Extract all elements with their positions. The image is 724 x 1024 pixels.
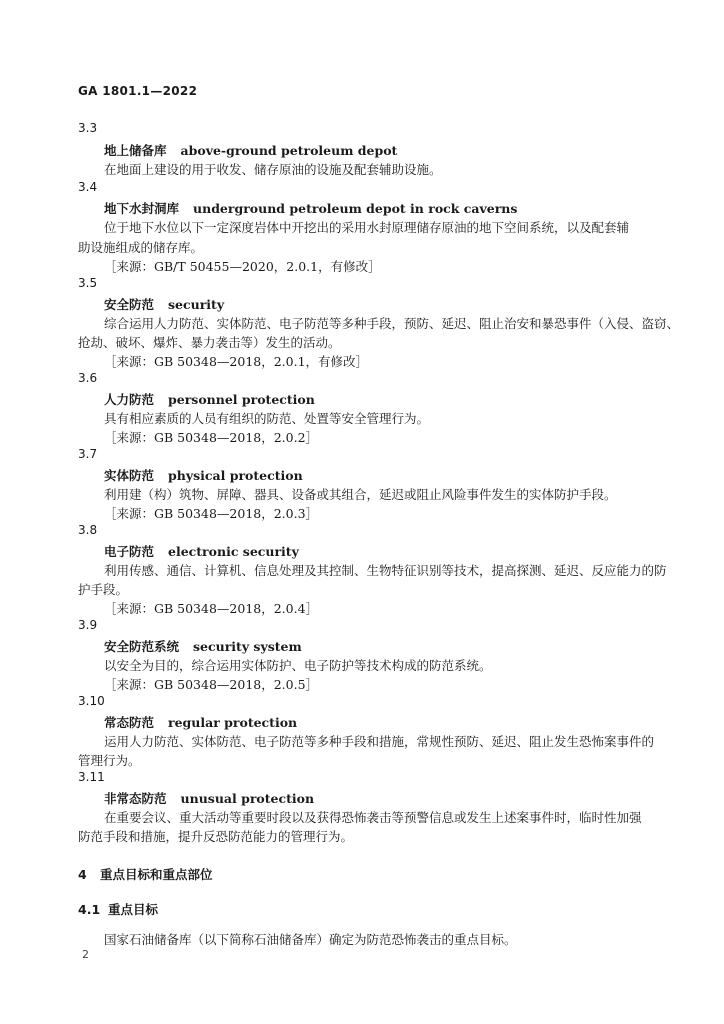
term-en: above-ground petroleum depot — [180, 143, 398, 158]
term-definition: 以安全为目的，综合运用实体防护、电子防护等技术构成的防范系统。 — [104, 658, 492, 673]
term-en: security — [168, 297, 225, 312]
subsection-title: 重点目标 — [108, 902, 159, 917]
term-source: ［来源：GB 50348—2018，2.0.5］ — [104, 677, 319, 692]
term-definition: 运用人力防范、实体防范、电子防范等多种手段和措施，常规性预防、延迟、阻止发生恐怖案事件的 — [104, 734, 655, 749]
term-en: personnel protection — [168, 392, 315, 407]
term-number: 3.7 — [78, 447, 98, 461]
term-title — [104, 542, 299, 560]
term-number: 3.11 — [78, 770, 105, 784]
term-cn: 安全防范系统 — [104, 639, 180, 654]
term-definition: 管理行为。 — [78, 753, 141, 768]
term-source: ［来源：GB 50348—2018，2.0.2］ — [104, 430, 319, 445]
page-number: 2 — [82, 948, 89, 961]
term-source: ［来源：GB/T 50455—2020，2.0.1，有修改］ — [104, 259, 381, 274]
term-definition: 防范手段和措施，提升反恐防范能力的管理行为。 — [78, 829, 354, 844]
standard-code-header: GA 1801.1—2022 — [78, 84, 198, 98]
term-definition: 位于地下水位以下一定深度岩体中开挖出的采用水封原理储存原油的地下空间系统，以及配套辅 — [104, 220, 630, 235]
term-definition: 具有相应素质的人员有组织的防范、处置等安全管理行为。 — [104, 411, 430, 426]
section-number: 4 — [78, 867, 87, 882]
subsection-heading — [78, 900, 158, 918]
term-cn: 地上储备库 — [104, 143, 167, 158]
term-cn: 电子防范 — [104, 544, 155, 559]
term-title — [104, 295, 224, 313]
term-title — [104, 713, 297, 731]
term-title — [104, 141, 397, 159]
term-cn: 人力防范 — [104, 392, 155, 407]
term-en: regular protection — [168, 715, 298, 730]
term-cn: 实体防范 — [104, 468, 155, 483]
term-en: electronic security — [168, 544, 299, 559]
term-number: 3.8 — [78, 523, 98, 537]
term-source: ［来源：GB 50348—2018，2.0.4］ — [104, 601, 319, 616]
subsection-number: 4.1 — [78, 902, 101, 917]
term-cn: 安全防范 — [104, 297, 155, 312]
term-en: physical protection — [168, 468, 303, 483]
term-cn: 常态防范 — [104, 715, 155, 730]
section-title: 重点目标和重点部位 — [100, 867, 213, 882]
term-number: 3.10 — [78, 694, 105, 708]
term-number: 3.5 — [78, 276, 98, 290]
term-title — [104, 637, 302, 655]
term-title — [104, 390, 315, 408]
term-title — [104, 199, 517, 217]
term-number: 3.9 — [78, 618, 98, 632]
term-title — [104, 789, 314, 807]
term-definition: 在重要会议、重大活动等重要时段以及获得恐怖袭击等预警信息或发生上述案事件时，临时性加强 — [104, 810, 642, 825]
term-number: 3.4 — [78, 180, 98, 194]
term-en: underground petroleum depot in rock caverns — [193, 201, 518, 216]
term-number: 3.6 — [78, 371, 98, 385]
section-heading — [78, 865, 213, 883]
term-definition: 在地面上建设的用于收发、储存原油的设施及配套辅助设施。 — [104, 162, 442, 177]
term-title — [104, 466, 303, 484]
term-definition: 利用传感、通信、计算机、信息处理及其控制、生物特征识别等技术，提高探测、延迟、反应能力的防 — [104, 563, 667, 578]
term-definition: 护手段。 — [78, 582, 129, 597]
term-definition: 综合运用人力防范、实体防范、电子防范等多种手段，预防、延迟、阻止治安和暴恐事件（入侵、盗窃、 — [104, 316, 680, 331]
term-source: ［来源：GB 50348—2018，2.0.1，有修改］ — [104, 354, 369, 369]
term-en: unusual protection — [180, 791, 315, 806]
term-en: security system — [193, 639, 302, 654]
term-definition: 抢劫、破坏、爆炸、暴力袭击等）发生的活动。 — [78, 335, 341, 350]
term-definition: 助设施组成的储存库。 — [78, 240, 204, 255]
term-number: 3.3 — [78, 121, 98, 135]
term-definition: 利用建（构）筑物、屏障、器具、设备或其组合，延迟或阻止风险事件发生的实体防护手段。 — [104, 487, 617, 502]
term-source: ［来源：GB 50348—2018，2.0.3］ — [104, 506, 319, 521]
body-paragraph: 国家石油储备库（以下简称石油储备库）确定为防范恐怖袭击的重点目标。 — [104, 932, 517, 947]
term-cn: 非常态防范 — [104, 791, 167, 806]
term-cn: 地下水封洞库 — [104, 201, 180, 216]
